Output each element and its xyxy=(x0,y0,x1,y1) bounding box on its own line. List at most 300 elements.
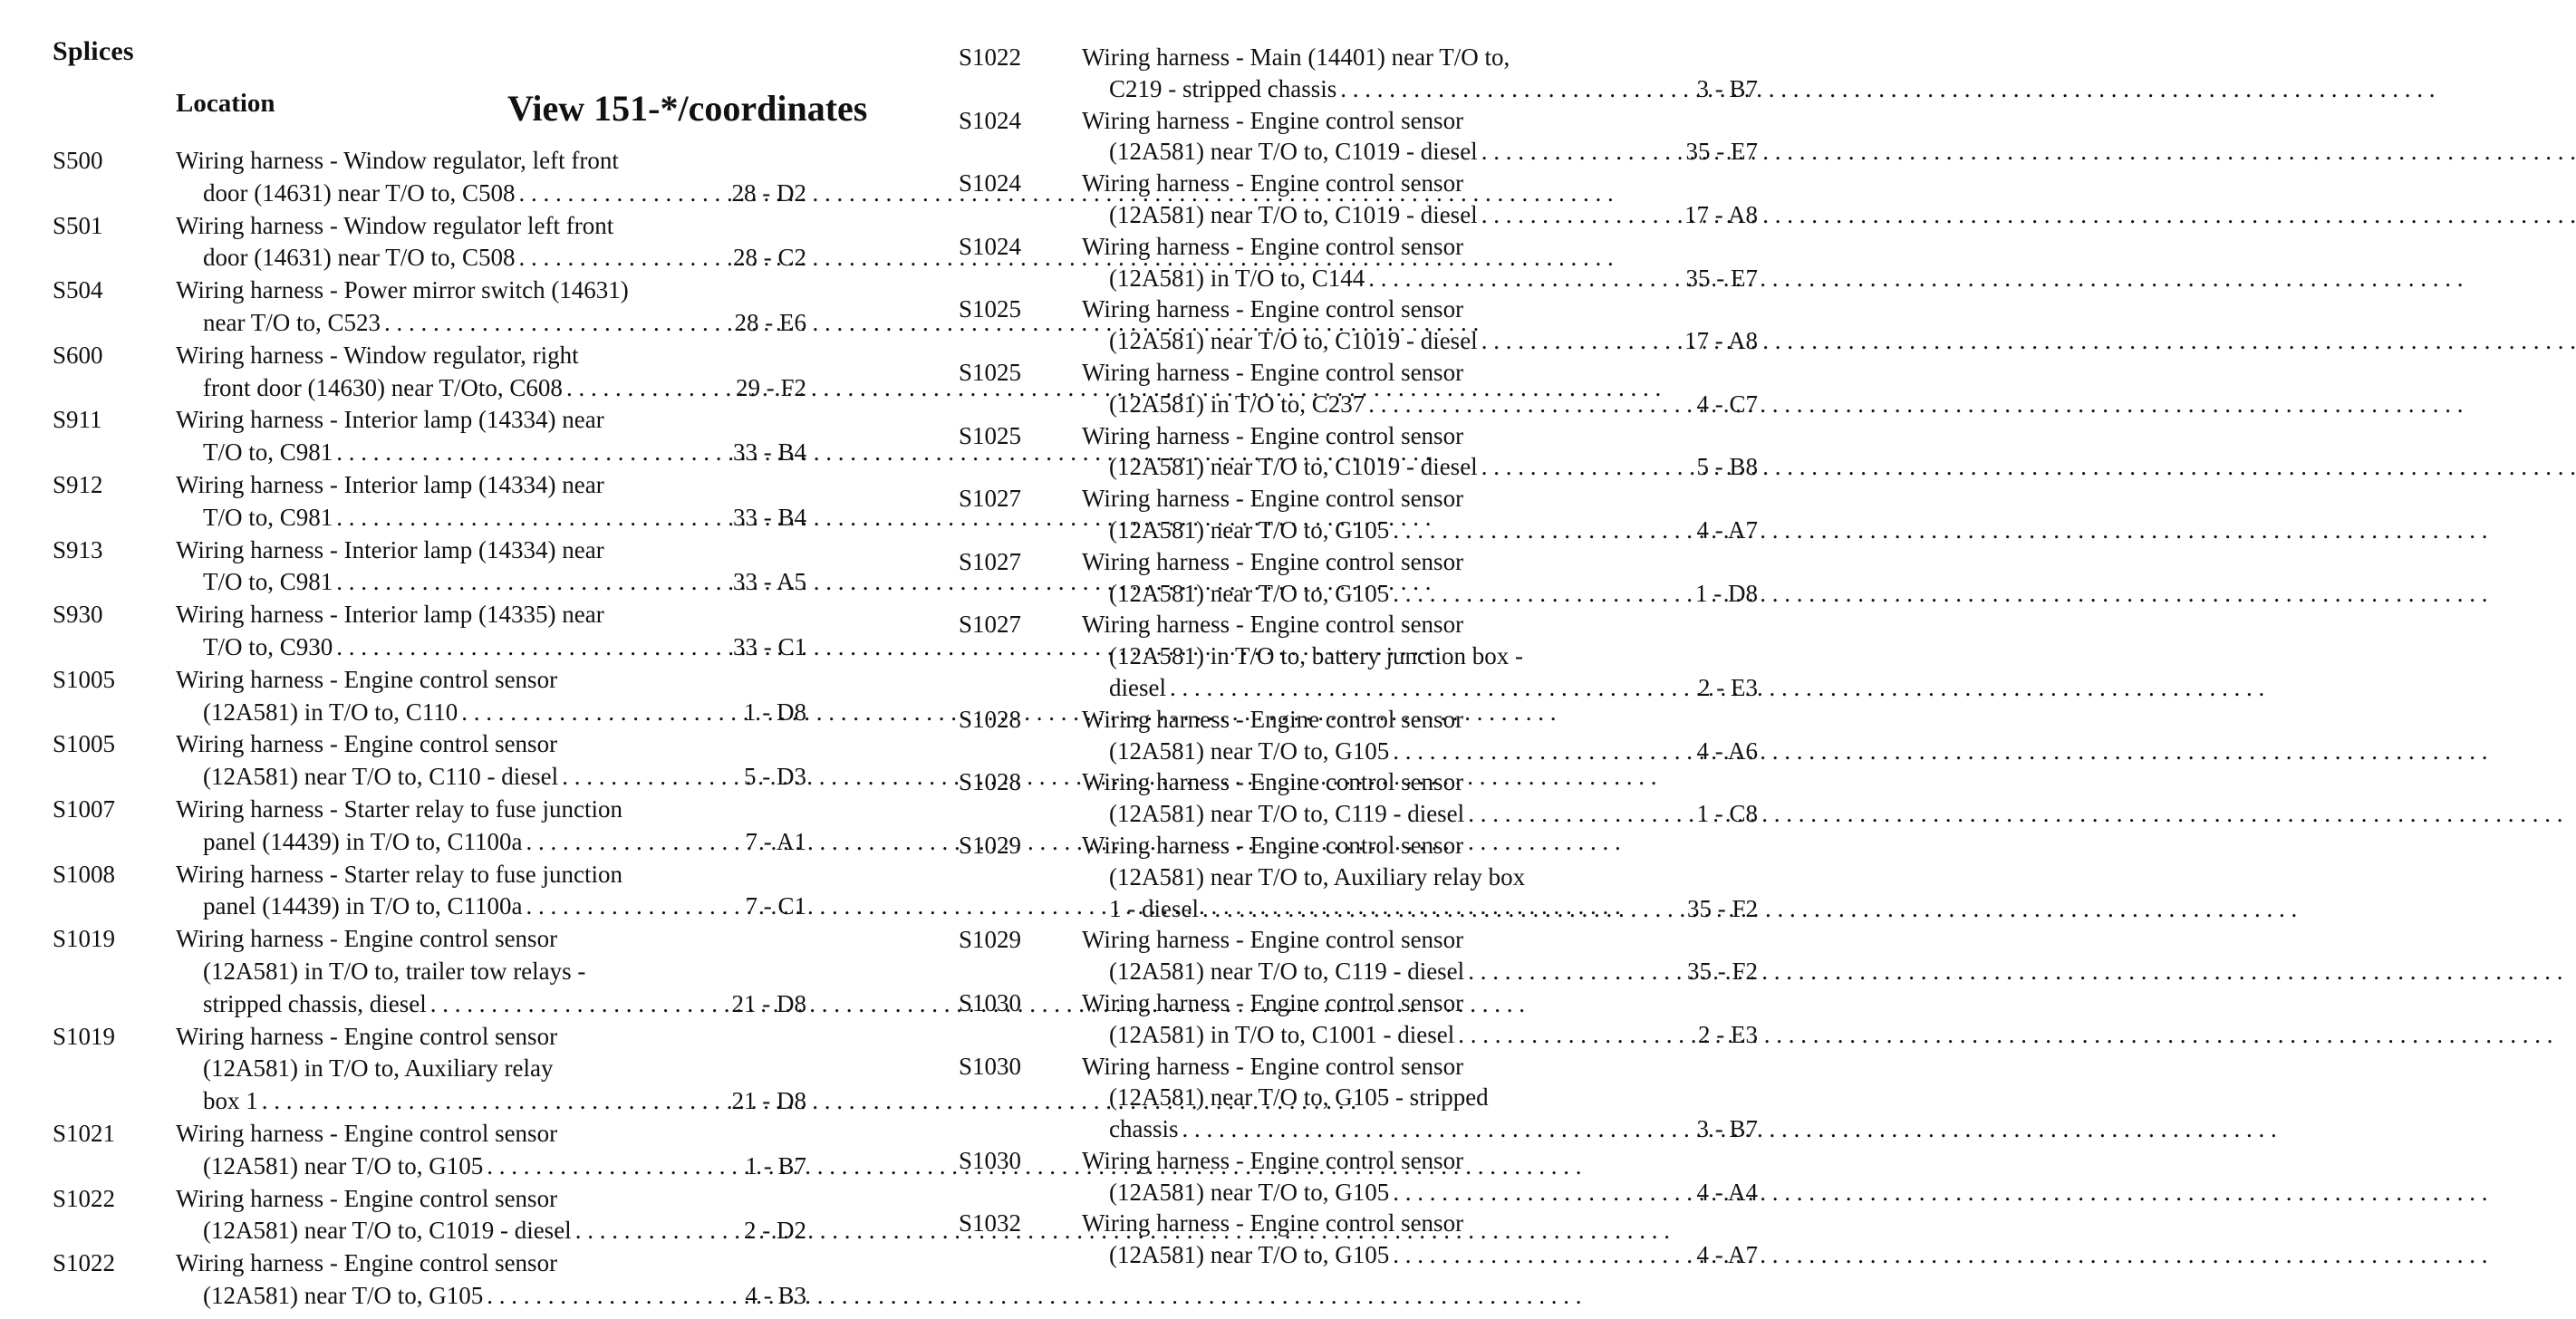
dot-leader xyxy=(1393,515,1693,546)
splice-description: (12A581) near T/O to, G105 xyxy=(1109,1178,1390,1206)
splice-description: Wiring harness - Engine control sensor xyxy=(1082,1209,1464,1237)
view-coordinate: 33 - C1 xyxy=(733,632,806,660)
dot-leader xyxy=(336,437,729,469)
splice-entry xyxy=(53,340,814,405)
splice-entry-line xyxy=(53,534,814,567)
splice-entry-line xyxy=(959,1113,1758,1145)
splice-entry xyxy=(53,145,814,210)
splice-entry xyxy=(53,728,814,794)
splice-entry xyxy=(959,924,1758,987)
splice-entry xyxy=(959,420,1758,484)
splice-description: Wiring harness - Main (14401) near T/O to, xyxy=(1082,43,1510,71)
splice-id: S911 xyxy=(53,406,102,434)
splice-description: Wiring harness - Engine control sensor xyxy=(176,1022,558,1050)
splice-description-continuation xyxy=(203,178,806,210)
splice-description: T/O to, C981 xyxy=(203,438,333,467)
splice-description: (12A581) near T/O to, C1019 - diesel xyxy=(1109,327,1478,355)
splice-description: (12A581) in T/O to, C1001 - diesel xyxy=(1109,1020,1455,1048)
splice-description: near T/O to, C523 xyxy=(203,308,381,336)
splice-entry-line xyxy=(959,1239,1758,1271)
splice-description: Wiring harness - Engine control sensor xyxy=(1082,926,1464,954)
splice-description: Wiring harness - Engine control sensor xyxy=(1082,988,1464,1016)
splice-entry-line xyxy=(53,859,814,891)
dot-leader xyxy=(1170,672,1694,704)
dot-leader xyxy=(1182,1113,1693,1145)
splice-id: S1030 xyxy=(959,1146,1022,1174)
splice-description-continuation xyxy=(203,988,806,1021)
view-coordinate: 7 - A1 xyxy=(745,827,806,855)
splice-description-continuation xyxy=(203,631,806,664)
splice-entry-line xyxy=(53,599,814,631)
splice-description: stripped chassis, diesel xyxy=(203,989,427,1017)
view-coordinate: 4 - A6 xyxy=(1696,737,1758,765)
splice-id: S1005 xyxy=(53,730,116,758)
splice-description: (12A581) near T/O to, G105 xyxy=(203,1151,484,1179)
splice-entry xyxy=(959,357,1758,420)
splice-entry xyxy=(53,210,814,275)
splice-description: Wiring harness - Window regulator, left front xyxy=(176,147,619,174)
splice-description: Wiring harness - Engine control sensor xyxy=(1082,232,1464,260)
splice-description: diesel xyxy=(1109,673,1166,701)
splice-description-continuation xyxy=(1109,325,1758,357)
view-coordinate: 2 - E3 xyxy=(1698,1020,1758,1048)
splice-entry xyxy=(53,1183,814,1248)
splice-description: T/O to, C930 xyxy=(203,632,333,660)
view-coordinate: 5 - B8 xyxy=(1696,453,1758,481)
splice-entry-line xyxy=(959,105,1720,137)
splice-entry-line xyxy=(53,826,814,859)
splice-description: (12A581) near T/O to, C1019 - diesel xyxy=(1109,200,1478,228)
view-coordinate: 33 - B4 xyxy=(733,503,806,531)
splice-entry-line xyxy=(959,168,1720,199)
splice-entry-line xyxy=(959,451,1758,483)
view-coordinate: 28 - E6 xyxy=(734,308,806,336)
splice-entry xyxy=(959,1208,1758,1271)
splice-entry xyxy=(53,469,814,534)
dot-leader xyxy=(1468,798,1693,830)
splice-description: (12A581) in T/O to, C110 xyxy=(203,698,458,726)
splice-description: (12A581) near T/O to, G105 - stripped xyxy=(1109,1083,1489,1112)
splice-entry-line xyxy=(959,294,1720,325)
splice-entry xyxy=(959,830,1758,924)
splice-description: (12A581) in T/O to, trailer tow relays - xyxy=(203,957,586,985)
splice-entry-line xyxy=(53,1215,814,1247)
splice-description-continuation xyxy=(1109,956,1758,987)
dot-leader xyxy=(430,988,728,1021)
view-coordinate: 4 - C7 xyxy=(1696,390,1758,418)
splice-entry-line xyxy=(959,1177,1758,1208)
splice-id: S1025 xyxy=(959,295,1022,323)
splice-entry-line xyxy=(959,672,1758,704)
splice-description: (12A581) in T/O to, C237 xyxy=(1109,390,1365,418)
splice-description: Wiring harness - Engine control sensor xyxy=(176,1184,558,1212)
splice-entry xyxy=(959,704,1758,767)
splice-description: (12A581) near T/O to, C119 - diesel xyxy=(1109,958,1465,986)
splice-description-continuation xyxy=(203,826,806,859)
splice-entry xyxy=(959,609,1758,703)
view-coordinate: 33 - B4 xyxy=(733,438,806,467)
dot-leader xyxy=(336,566,729,599)
view-coordinate: 17 - A8 xyxy=(1684,200,1758,228)
splice-entry-line xyxy=(959,704,1720,736)
splice-description: (12A581) in T/O to, battery junction box - xyxy=(1109,642,1523,670)
splice-entry xyxy=(53,1247,814,1313)
section-title: Splices xyxy=(53,36,134,66)
splice-entry-line xyxy=(959,1145,1720,1177)
splice-entry xyxy=(959,766,1758,830)
dot-leader xyxy=(566,372,732,405)
splice-description: chassis xyxy=(1109,1115,1179,1143)
splice-description: (12A581) near T/O to, G105 xyxy=(1109,737,1390,765)
splice-entry xyxy=(53,1118,814,1183)
view-coordinate: 35 - F2 xyxy=(1686,894,1758,922)
splice-description-continuation xyxy=(1109,73,1758,105)
splice-id: S1022 xyxy=(959,43,1022,71)
splice-description: Wiring harness - Interior lamp (14334) near xyxy=(176,535,604,563)
view-coordinate: 3 - B7 xyxy=(1696,1115,1758,1143)
splice-entry-line xyxy=(959,736,1758,767)
splice-id: S1028 xyxy=(959,705,1022,733)
splice-entry-line xyxy=(959,231,1720,263)
splice-entry-line xyxy=(959,73,1758,105)
splice-entry xyxy=(53,859,814,924)
splice-description-continuation xyxy=(1109,199,1758,231)
view-coordinate: 1 - C8 xyxy=(1696,800,1758,828)
splice-description: Wiring harness - Engine control sensor xyxy=(1082,705,1464,733)
splice-description: T/O to, C981 xyxy=(203,503,333,531)
splice-entry-line xyxy=(959,263,1758,294)
splice-description: Wiring harness - Engine control sensor xyxy=(176,1119,558,1147)
splice-description: T/O to, C981 xyxy=(203,568,333,596)
splice-description: (12A581) near T/O to, G105 xyxy=(203,1281,484,1309)
splice-id: S504 xyxy=(53,276,103,304)
view-coordinate: 4 - A7 xyxy=(1696,515,1758,544)
splice-entry-line xyxy=(53,923,814,956)
splice-description-continuation xyxy=(203,1053,806,1085)
splice-entry-line xyxy=(959,1082,1720,1113)
dot-leader xyxy=(1393,578,1692,610)
splice-description: 1 - diesel xyxy=(1109,894,1199,922)
left-splice-column xyxy=(53,145,814,1313)
dot-leader xyxy=(1393,736,1693,767)
view-coordinate: 28 - C2 xyxy=(733,244,806,272)
splice-id: S1008 xyxy=(53,860,116,888)
dot-leader xyxy=(336,502,729,534)
splice-description: Wiring harness - Engine control sensor xyxy=(1082,169,1464,197)
splice-entry-line xyxy=(959,357,1720,389)
splice-description-continuation xyxy=(203,1085,806,1118)
view-coordinate: 3 - B7 xyxy=(1696,74,1758,102)
splice-entry-line xyxy=(959,862,1720,893)
splice-entry xyxy=(959,231,1758,294)
splice-entry xyxy=(959,1051,1758,1145)
dot-leader xyxy=(1481,451,1693,483)
splice-entry-line xyxy=(53,307,814,340)
dot-leader xyxy=(1481,325,1681,357)
splice-description-continuation xyxy=(1109,798,1758,830)
splice-description: Wiring harness - Window regulator, right xyxy=(176,341,579,369)
splice-id: S1029 xyxy=(959,926,1022,954)
splice-description: Wiring harness - Engine control sensor xyxy=(1082,485,1464,513)
splice-description: Wiring harness - Engine control sensor xyxy=(176,730,558,758)
splice-description: (12A581) in T/O to, Auxiliary relay xyxy=(203,1054,554,1083)
splice-description-continuation xyxy=(1109,578,1758,610)
splice-description: Wiring harness - Engine control sensor xyxy=(176,665,558,693)
splice-description-continuation xyxy=(1109,1113,1758,1145)
splice-entry xyxy=(959,546,1758,610)
splice-entry xyxy=(959,105,1758,168)
splice-description: Wiring harness - Power mirror switch (14631) xyxy=(176,276,629,304)
splice-description-continuation xyxy=(1109,1019,1758,1051)
dot-leader xyxy=(1393,1239,1693,1271)
splice-description: Wiring harness - Engine control sensor xyxy=(1082,106,1464,134)
splice-entry xyxy=(959,294,1758,357)
splice-entry-line xyxy=(53,1280,814,1313)
view-coordinate: 1 - B7 xyxy=(745,1151,806,1179)
splice-id: S913 xyxy=(53,535,103,563)
splice-entry-line xyxy=(959,515,1758,546)
splice-description: Wiring harness - Engine control sensor xyxy=(1082,421,1464,449)
splice-entry xyxy=(53,794,814,859)
splice-description: Wiring harness - Engine control sensor xyxy=(176,925,558,953)
splice-description: Wiring harness - Window regulator left front xyxy=(176,211,614,239)
splice-entry-line xyxy=(53,210,814,243)
splice-entry-line xyxy=(959,578,1758,610)
view-coordinate: 4 - A7 xyxy=(1696,1241,1758,1269)
splice-description: (12A581) near T/O to, G105 xyxy=(1109,579,1390,607)
splice-entry-line xyxy=(959,389,1758,420)
splice-entry-line xyxy=(53,242,814,274)
splice-entry-line xyxy=(53,761,814,794)
splice-description: front door (14630) near T/Oto, C608 xyxy=(203,373,563,401)
splice-id: S500 xyxy=(53,147,103,174)
view-coordinate: 7 - C1 xyxy=(745,892,806,920)
view-coordinate: 1 - D8 xyxy=(744,698,806,726)
splice-description: Wiring harness - Engine control sensor xyxy=(1082,547,1464,575)
splice-entry xyxy=(53,274,814,340)
splice-description: Wiring harness - Engine control sensor xyxy=(1082,768,1464,796)
splice-entry-line xyxy=(959,1019,1758,1051)
view-coordinate: 4 - B3 xyxy=(745,1281,806,1309)
view-coordinates-column-header: View 151-*/coordinates xyxy=(507,88,868,129)
splice-entry-line xyxy=(959,830,1720,862)
splice-entry-line xyxy=(959,136,1758,168)
splice-entry xyxy=(959,42,1758,105)
view-coordinate: 2 - D2 xyxy=(744,1217,806,1245)
splice-id: S1007 xyxy=(53,794,116,823)
splice-id: S1021 xyxy=(53,1119,116,1147)
dot-leader xyxy=(518,178,728,210)
splice-description: (12A581) near T/O to, C1019 - diesel xyxy=(1109,138,1478,166)
dot-leader xyxy=(526,826,741,859)
splice-entry-line xyxy=(53,956,814,988)
splice-description: Wiring harness - Interior lamp (14335) near xyxy=(176,601,604,629)
splice-entry-line xyxy=(53,437,814,469)
splice-entry-line xyxy=(53,566,814,599)
splice-description-continuation xyxy=(1109,893,1758,925)
location-column-header: Location xyxy=(176,89,275,118)
splice-id: S1025 xyxy=(959,421,1022,449)
splice-description: (12A581) near T/O to, C110 - diesel xyxy=(203,763,559,791)
splice-description-continuation xyxy=(203,437,806,469)
splice-description-continuation xyxy=(203,1151,806,1183)
right-splice-column xyxy=(959,42,1758,1271)
dot-leader xyxy=(1468,956,1684,987)
splice-entry-line xyxy=(53,664,814,697)
splice-description-continuation xyxy=(1109,451,1758,483)
splice-entry-line xyxy=(53,1118,814,1151)
splice-entry-line xyxy=(53,988,814,1021)
splice-description: Wiring harness - Starter relay to fuse junction xyxy=(176,860,623,888)
splice-entry xyxy=(959,1145,1758,1208)
dot-leader xyxy=(518,242,729,274)
splice-entry-line xyxy=(959,893,1758,925)
splice-id: S1022 xyxy=(53,1249,116,1277)
splice-description: Wiring harness - Engine control sensor xyxy=(1082,611,1464,639)
splice-entry-line xyxy=(959,987,1720,1019)
view-coordinate: 2 - E3 xyxy=(1698,673,1758,701)
splice-id: S1024 xyxy=(959,106,1022,134)
splice-description: Wiring harness - Engine control sensor xyxy=(1082,358,1464,386)
splice-description: panel (14439) in T/O to, C1100a xyxy=(203,827,523,855)
splice-entry-line xyxy=(959,42,1720,73)
splice-description-continuation xyxy=(203,307,806,340)
splice-description-continuation xyxy=(1109,862,1758,893)
splice-id: S501 xyxy=(53,211,103,239)
splice-description-continuation xyxy=(203,372,806,405)
dot-leader xyxy=(575,1215,740,1247)
view-coordinate: 21 - D8 xyxy=(731,989,806,1017)
splice-id: S1029 xyxy=(959,831,1022,859)
dot-leader xyxy=(562,761,740,794)
splice-id: S1032 xyxy=(959,1209,1022,1237)
splice-entry-line xyxy=(959,640,1720,672)
splice-entry-line xyxy=(959,1208,1720,1239)
splice-description: box 1 xyxy=(203,1087,258,1115)
view-coordinate: 29 - F2 xyxy=(735,373,806,401)
splice-description: (12A581) near T/O to, C1019 - diesel xyxy=(203,1217,572,1245)
splice-entry-line xyxy=(53,1247,814,1280)
splice-description-continuation xyxy=(203,956,806,988)
splice-description-continuation xyxy=(203,697,806,729)
view-coordinate: 28 - D2 xyxy=(731,178,806,207)
view-coordinate: 21 - D8 xyxy=(731,1087,806,1115)
splice-description: panel (14439) in T/O to, C1100a xyxy=(203,892,523,920)
splice-description: (12A581) near T/O to, C1019 - diesel xyxy=(1109,453,1478,481)
splice-description-continuation xyxy=(203,566,806,599)
splice-description-continuation xyxy=(1109,640,1758,672)
splice-description-continuation xyxy=(203,502,806,534)
splice-description: (12A581) near T/O to, G105 xyxy=(1109,1241,1390,1269)
splice-description: door (14631) near T/O to, C508 xyxy=(203,244,516,272)
splice-entry-line xyxy=(959,199,1758,231)
splice-entry-line xyxy=(53,697,814,729)
splice-id: S912 xyxy=(53,470,103,498)
dot-leader xyxy=(1481,136,1683,168)
splice-entry-line xyxy=(53,145,814,178)
dot-leader xyxy=(526,891,741,923)
splice-entry xyxy=(53,1021,814,1118)
splice-entry-line xyxy=(53,1085,814,1118)
dot-leader xyxy=(1393,1177,1693,1208)
view-coordinate: 4 - A4 xyxy=(1696,1178,1758,1206)
view-coordinate: 35 - E7 xyxy=(1685,264,1758,292)
splice-description: Wiring harness - Engine control sensor xyxy=(176,1249,558,1277)
splice-id: S1027 xyxy=(959,485,1022,513)
splice-id: S930 xyxy=(53,601,103,629)
splice-id: S1030 xyxy=(959,1052,1022,1080)
splice-entry-line xyxy=(53,372,814,405)
splice-description-continuation xyxy=(203,761,806,794)
dot-leader xyxy=(1481,199,1681,231)
splice-entry-line xyxy=(959,483,1720,515)
splice-id: S600 xyxy=(53,341,103,369)
dot-leader xyxy=(461,697,740,729)
splice-description-continuation xyxy=(1109,136,1758,168)
splice-entry-line xyxy=(53,1021,814,1054)
splice-description-continuation xyxy=(1109,1177,1758,1208)
splice-description-continuation xyxy=(1109,515,1758,546)
splice-description: (12A581) near T/O to, G105 xyxy=(1109,515,1390,544)
dot-leader xyxy=(1368,389,1693,420)
splice-description-continuation xyxy=(1109,736,1758,767)
splice-id: S1027 xyxy=(959,611,1022,639)
splice-entry-line xyxy=(53,274,814,307)
splice-description: Wiring harness - Engine control sensor xyxy=(1082,295,1464,323)
view-coordinate: 17 - A8 xyxy=(1684,327,1758,355)
splice-description: C219 - stripped chassis xyxy=(1109,74,1337,102)
splice-entry-line xyxy=(959,924,1720,956)
splice-description: (12A581) in T/O to, C144 xyxy=(1109,264,1365,292)
splice-description: Wiring harness - Interior lamp (14334) near xyxy=(176,406,604,434)
splice-entry xyxy=(959,987,1758,1051)
splice-id: S1030 xyxy=(959,988,1022,1016)
splice-entry xyxy=(53,404,814,469)
splice-description-continuation xyxy=(1109,672,1758,704)
splice-entry-line xyxy=(53,1183,814,1216)
dot-leader xyxy=(1368,263,1682,294)
splice-id: S1019 xyxy=(53,925,116,953)
splice-entry xyxy=(53,664,814,729)
splice-id: S1025 xyxy=(959,358,1022,386)
dot-leader xyxy=(1340,73,1693,105)
splice-entry-line xyxy=(959,420,1720,452)
splice-entry-line xyxy=(959,766,1720,798)
splice-description: (12A581) near T/O to, C119 - diesel xyxy=(1109,800,1465,828)
splice-entry-line xyxy=(53,502,814,534)
splice-entry-line xyxy=(959,1051,1720,1083)
view-coordinate: 5 - D3 xyxy=(744,763,806,791)
dot-leader xyxy=(384,307,731,340)
splice-description: Wiring harness - Engine control sensor xyxy=(1082,831,1464,859)
splice-entry xyxy=(53,599,814,664)
view-coordinate: 33 - A5 xyxy=(733,568,806,596)
splice-entry-line xyxy=(53,178,814,210)
splice-entry xyxy=(53,923,814,1020)
splice-entry-line xyxy=(959,798,1758,830)
splice-entry xyxy=(959,168,1758,231)
splice-entry xyxy=(53,534,814,600)
splice-description-continuation xyxy=(1109,263,1758,294)
dot-leader xyxy=(487,1151,741,1183)
splice-entry-line xyxy=(959,325,1758,357)
splice-id: S1027 xyxy=(959,547,1022,575)
splice-description: Wiring harness - Starter relay to fuse junction xyxy=(176,794,623,823)
splice-description: Wiring harness - Interior lamp (14334) near xyxy=(176,470,604,498)
splice-entry-line xyxy=(959,956,1758,987)
splice-id: S1024 xyxy=(959,169,1022,197)
splice-entry-line xyxy=(53,794,814,826)
